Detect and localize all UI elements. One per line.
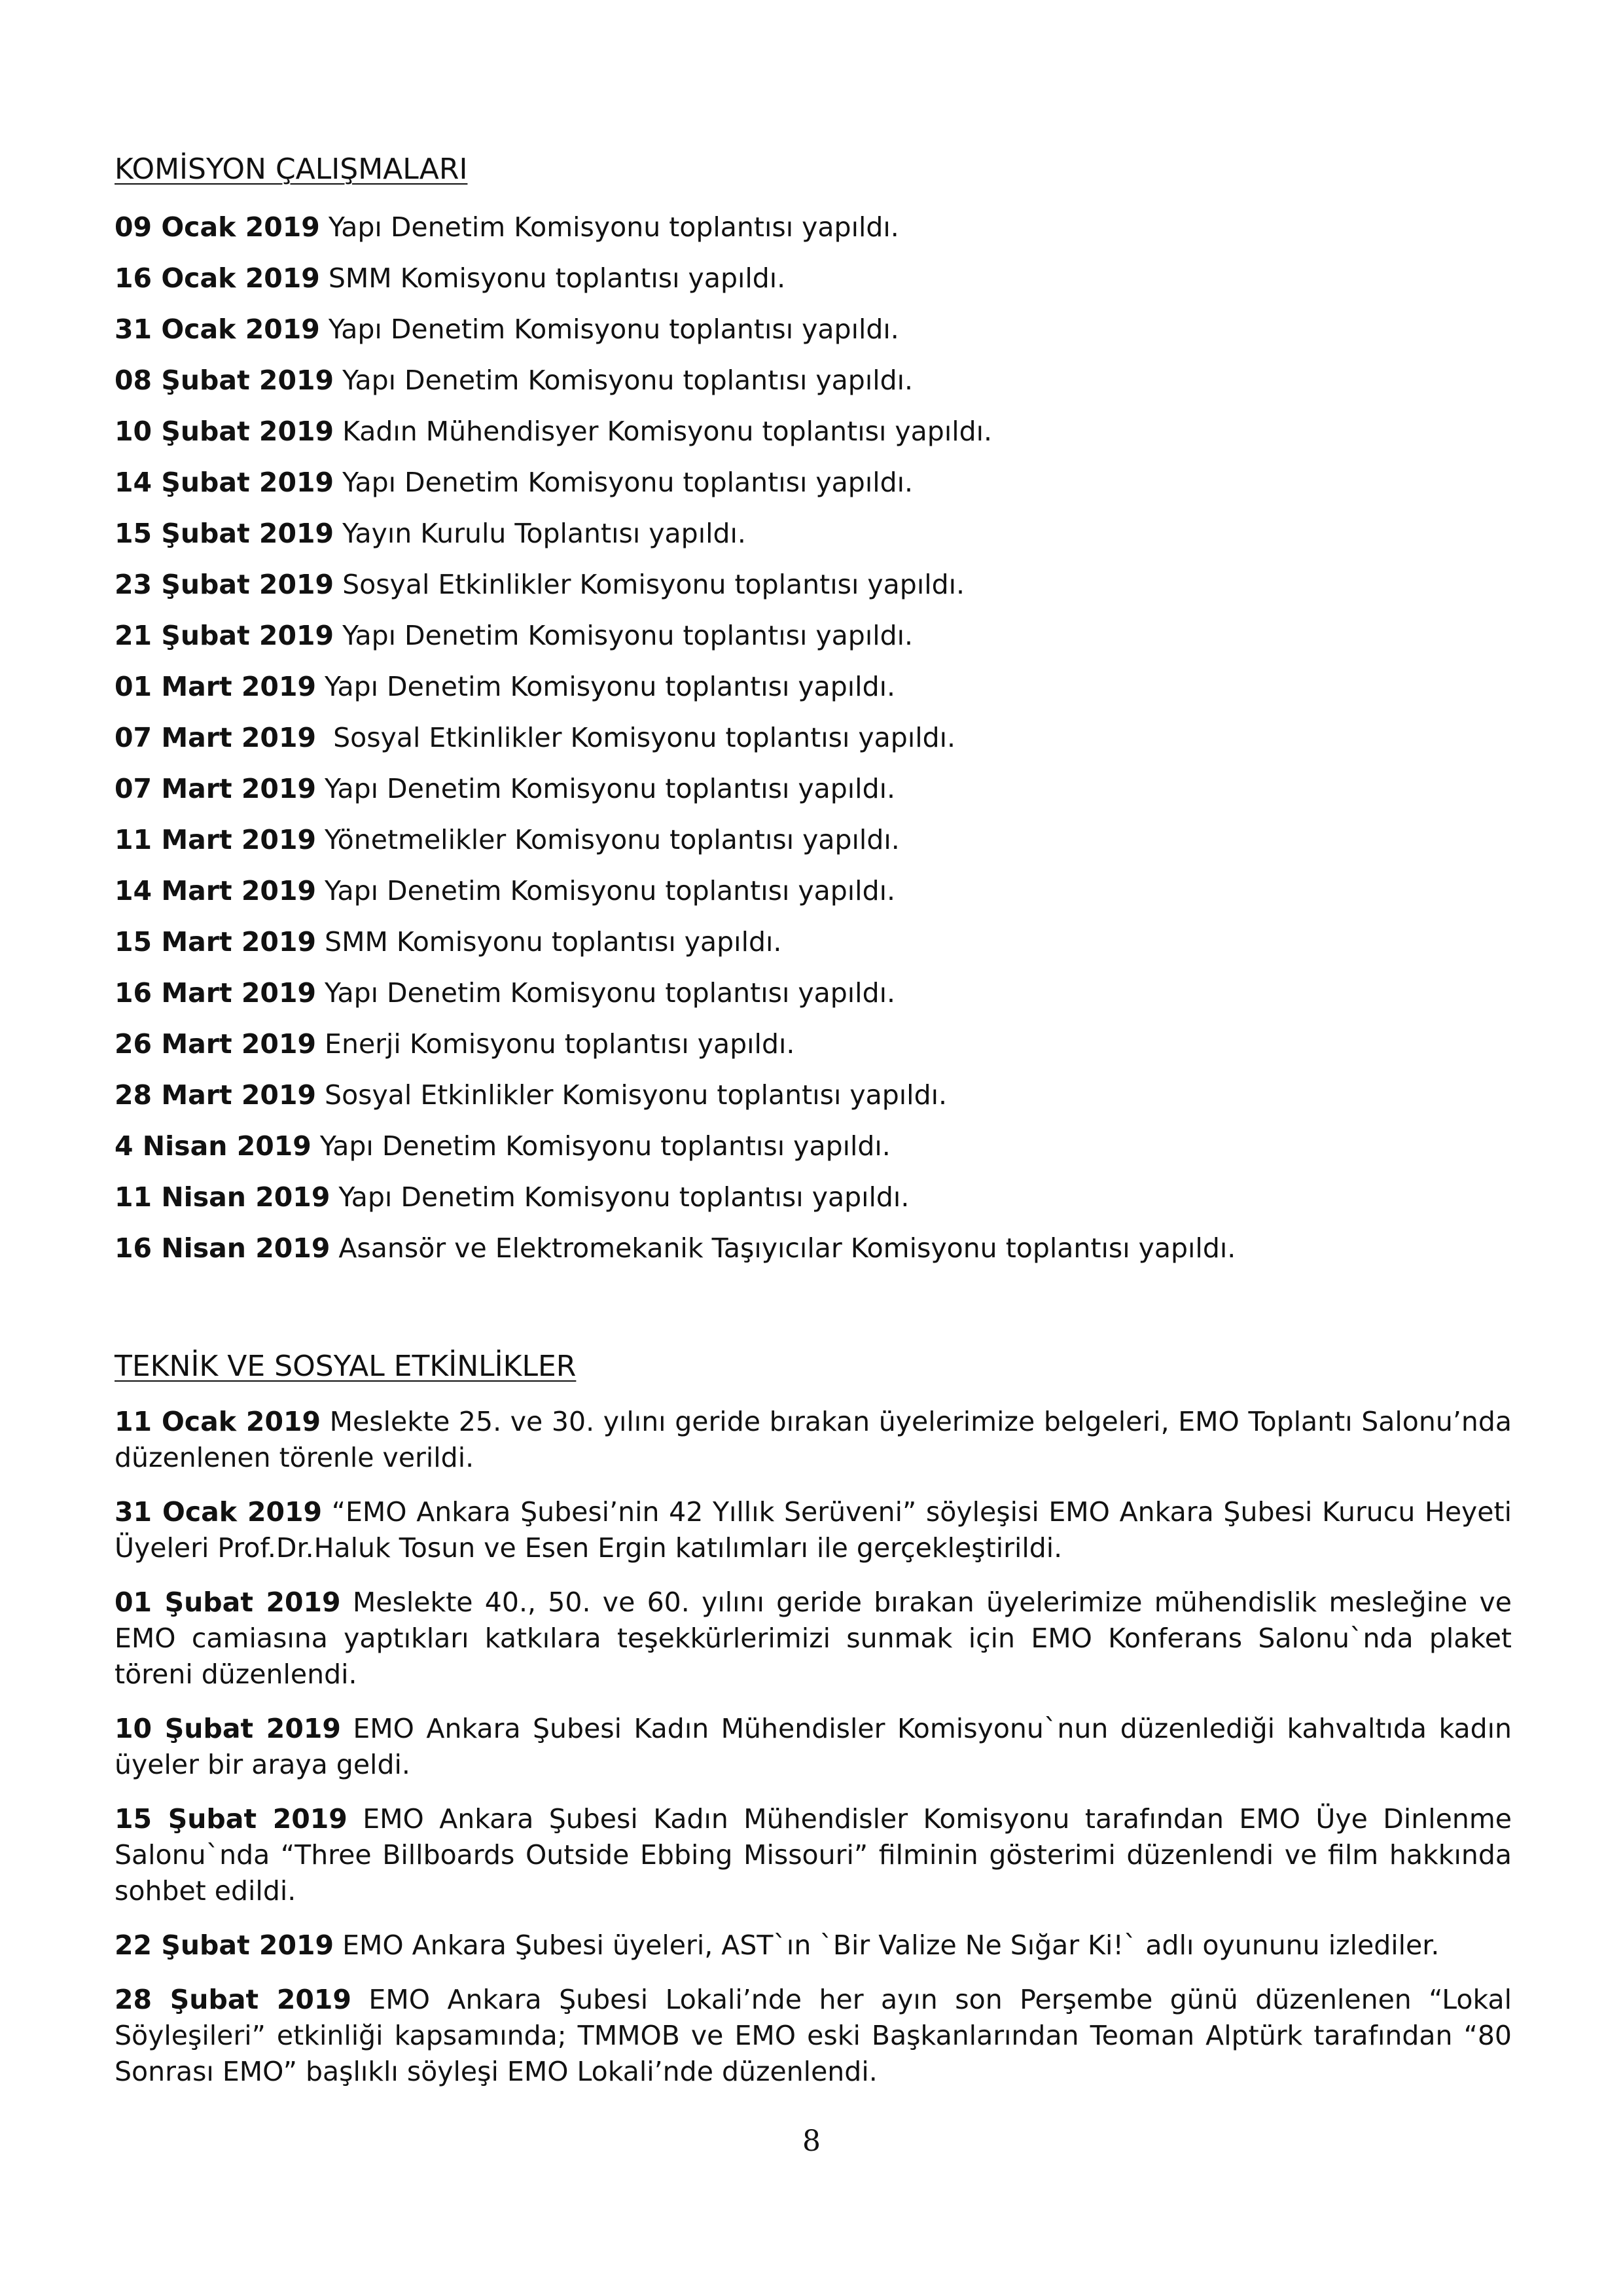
list-item — [115, 365, 1515, 416]
event-paragraph — [115, 1982, 1512, 2090]
list-item — [115, 1028, 1515, 1079]
event-paragraph — [115, 1928, 1512, 1964]
item-date: 08 Şubat 2019 — [115, 365, 334, 396]
event-paragraph — [115, 1404, 1512, 1476]
event-text: Meslekte 40., 50. ve 60. yılını geride bırakan üyelerimize mühendislik mesleğine ve EMO camiasına yaptıkları katkılara teşekkürlerimizi sunmak için EMO Konferans Salonu`nda plaket töreni düzenlendi. — [115, 1587, 1512, 1690]
item-date: 07 Mart 2019 — [115, 722, 317, 753]
event-paragraph — [115, 1494, 1512, 1566]
list-item — [115, 467, 1515, 518]
event-date: 15 Şubat 2019 — [115, 1803, 348, 1835]
section-heading-komisyon: KOMİSYON ÇALIŞMALARI — [115, 152, 468, 186]
event-text: EMO Ankara Şubesi Lokali’nde her ayın son Perşembe günü düzenlenen “Lokal Söyleşileri” etkinliği kapsamında; TMMOB ve EMO eski Başkanlarından Teoman Alptürk tarafından “80 Sonrası EMO” başlıklı söyleşi EMO Lokali’nde düzenlendi. — [115, 1984, 1512, 2087]
item-date: 10 Şubat 2019 — [115, 416, 334, 447]
item-date: 09 Ocak 2019 — [115, 211, 320, 243]
item-date: 14 Şubat 2019 — [115, 467, 334, 498]
list-item — [115, 926, 1515, 977]
item-text: Yapı Denetim Komisyonu toplantısı yapıldı. — [316, 875, 896, 906]
list-item — [115, 211, 1515, 262]
event-text: EMO Ankara Şubesi Kadın Mühendisler Komisyonu tarafından EMO Üye Dinlenme Salonu`nda “Three Billboards Outside Ebbing Missouri” filminin gösterimi düzenlendi ve film hakkında sohbet edildi. — [115, 1803, 1512, 1907]
event-paragraph — [115, 1801, 1512, 1909]
item-text: Yapı Denetim Komisyonu toplantısı yapıldı. — [334, 467, 914, 498]
list-item — [115, 773, 1515, 824]
page-number: 8 — [802, 2125, 821, 2158]
item-date: 01 Mart 2019 — [115, 671, 317, 702]
event-text: “EMO Ankara Şubesi’nin 42 Yıllık Serüveni” söyleşisi EMO Ankara Şubesi Kurucu Heyeti Üyeleri Prof.Dr.Haluk Tosun ve Esen Ergin katılımları ile gerçekleştirildi. — [115, 1496, 1512, 1564]
event-date: 11 Ocak 2019 — [115, 1406, 321, 1437]
item-text: Yapı Denetim Komisyonu toplantısı yapıldı. — [311, 1130, 891, 1162]
event-text: EMO Ankara Şubesi üyeleri, AST`ın `Bir Valize Ne Sığar Ki!` adlı oyununu izlediler. — [334, 1929, 1440, 1961]
item-text: Yapı Denetim Komisyonu toplantısı yapıldı. — [316, 773, 896, 804]
item-date: 15 Şubat 2019 — [115, 518, 334, 549]
event-date: 01 Şubat 2019 — [115, 1587, 341, 1618]
item-text: Sosyal Etkinlikler Komisyonu toplantısı yapıldı. — [316, 1079, 948, 1111]
item-text: Yayın Kurulu Toplantısı yapıldı. — [334, 518, 746, 549]
list-item — [115, 518, 1515, 569]
etkinlikler-list — [115, 1404, 1512, 2108]
list-item — [115, 1181, 1515, 1232]
item-date: 28 Mart 2019 — [115, 1079, 317, 1111]
list-item — [115, 722, 1515, 773]
event-date: 31 Ocak 2019 — [115, 1496, 323, 1528]
event-text: Meslekte 25. ve 30. yılını geride bırakan üyelerimize belgeleri, EMO Toplantı Salonu’nda düzenlenen törenle verildi. — [115, 1406, 1512, 1473]
list-item — [115, 977, 1515, 1028]
list-item — [115, 416, 1515, 467]
section-heading-teknik-sosyal: TEKNİK VE SOSYAL ETKİNLİKLER — [115, 1350, 577, 1383]
list-item — [115, 1079, 1515, 1130]
item-text: Yönetmelikler Komisyonu toplantısı yapıldı. — [316, 824, 900, 855]
item-text: Asansör ve Elektromekanik Taşıyıcılar Komisyonu toplantısı yapıldı. — [330, 1232, 1236, 1264]
list-item — [115, 1232, 1515, 1283]
item-text: Sosyal Etkinlikler Komisyonu toplantısı yapıldı. — [316, 722, 956, 753]
item-text: Kadın Mühendisyer Komisyonu toplantısı yapıldı. — [334, 416, 993, 447]
item-date: 16 Nisan 2019 — [115, 1232, 330, 1264]
event-paragraph — [115, 1585, 1512, 1693]
item-date: 23 Şubat 2019 — [115, 569, 334, 600]
event-text: EMO Ankara Şubesi Kadın Mühendisler Komisyonu`nun düzenlediği kahvaltıda kadın üyeler bir araya geldi. — [115, 1713, 1512, 1780]
event-paragraph — [115, 1711, 1512, 1783]
item-date: 26 Mart 2019 — [115, 1028, 317, 1060]
list-item — [115, 1130, 1515, 1181]
item-text: SMM Komisyonu toplantısı yapıldı. — [316, 926, 782, 958]
list-item — [115, 671, 1515, 722]
item-date: 07 Mart 2019 — [115, 773, 317, 804]
item-text: Yapı Denetim Komisyonu toplantısı yapıldı. — [334, 620, 914, 651]
item-date: 15 Mart 2019 — [115, 926, 317, 958]
item-date: 14 Mart 2019 — [115, 875, 317, 906]
item-text: Yapı Denetim Komisyonu toplantısı yapıldı. — [319, 314, 899, 345]
list-item — [115, 824, 1515, 875]
list-item — [115, 262, 1515, 314]
item-text: Yapı Denetim Komisyonu toplantısı yapıldı. — [319, 211, 899, 243]
list-item — [115, 875, 1515, 926]
item-text: Yapı Denetim Komisyonu toplantısı yapıldı. — [334, 365, 914, 396]
item-text: Enerji Komisyonu toplantısı yapıldı. — [316, 1028, 795, 1060]
item-text: SMM Komisyonu toplantısı yapıldı. — [319, 262, 786, 294]
item-date: 21 Şubat 2019 — [115, 620, 334, 651]
item-date: 11 Mart 2019 — [115, 824, 317, 855]
item-text: Yapı Denetim Komisyonu toplantısı yapıldı. — [316, 977, 896, 1009]
item-date: 31 Ocak 2019 — [115, 314, 320, 345]
item-text: Yapı Denetim Komisyonu toplantısı yapıldı. — [330, 1181, 910, 1213]
event-date: 28 Şubat 2019 — [115, 1984, 351, 2015]
list-item — [115, 314, 1515, 365]
item-text: Yapı Denetim Komisyonu toplantısı yapıldı. — [316, 671, 896, 702]
item-date: 11 Nisan 2019 — [115, 1181, 330, 1213]
item-text: Sosyal Etkinlikler Komisyonu toplantısı yapıldı. — [334, 569, 965, 600]
event-date: 10 Şubat 2019 — [115, 1713, 341, 1744]
item-date: 16 Mart 2019 — [115, 977, 317, 1009]
event-date: 22 Şubat 2019 — [115, 1929, 334, 1961]
item-date: 4 Nisan 2019 — [115, 1130, 312, 1162]
item-date: 16 Ocak 2019 — [115, 262, 320, 294]
list-item — [115, 569, 1515, 620]
list-item — [115, 620, 1515, 671]
komisyon-list — [115, 211, 1515, 1283]
